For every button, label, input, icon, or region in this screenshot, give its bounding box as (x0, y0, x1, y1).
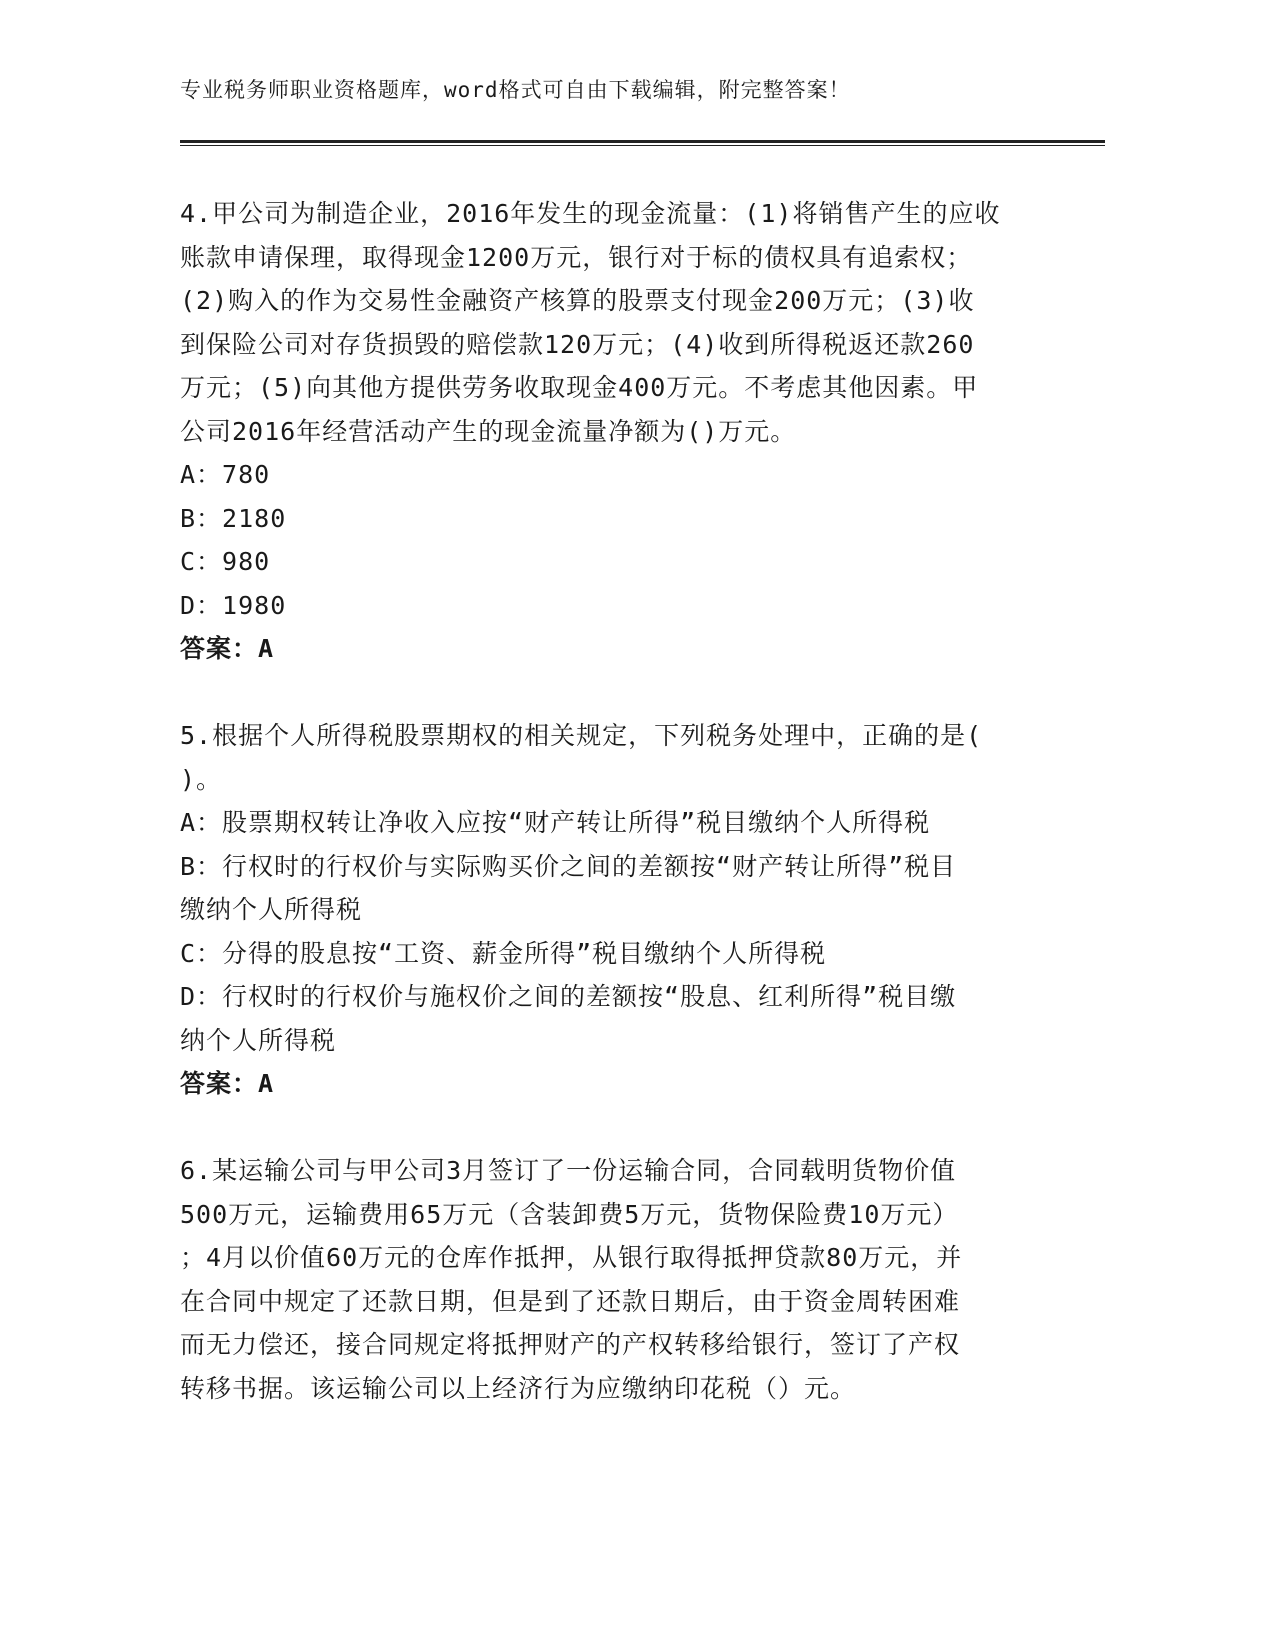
question-stem-line: 而无力偿还，接合同规定将抵押财产的产权转移给银行，签订了产权 (180, 1330, 961, 1359)
option-b: B：2180 (180, 503, 287, 533)
option-a: A：780 (180, 460, 271, 489)
question-5 (180, 714, 1040, 1106)
header-text: 专业税务师职业资格题库，word格式可自由下载编辑，附完整答案！ (180, 78, 851, 102)
option-b: B：行权时的行权价与实际购买价之间的差额按“财产转让所得”税目 (180, 851, 957, 881)
option-d: D：1980 (180, 590, 287, 620)
question-stem-line: 账款申请保理，取得现金1200万元，银行对于标的债权具有追索权； (180, 242, 973, 272)
header-divider-thin (180, 145, 1105, 146)
question-spacer (180, 1106, 1040, 1150)
question-stem-line: )。 (180, 764, 223, 794)
answer-label: 答案：A (180, 1069, 275, 1098)
question-stem-line: ；4月以价值60万元的仓库作抵押，从银行取得抵押贷款80万元，并 (180, 1243, 963, 1272)
option-a: A：股票期权转让净收入应按“财产转让所得”税目缴纳个人所得税 (180, 808, 931, 837)
question-4 (180, 192, 1040, 671)
option-d: D：行权时的行权价与施权价之间的差额按“股息、红利所得”税目缴 (180, 982, 957, 1011)
answer-label: 答案：A (180, 634, 275, 663)
question-6 (180, 1149, 1040, 1410)
question-stem-line: 4.甲公司为制造企业，2016年发生的现金流量：(1)将销售产生的应收 (180, 199, 1001, 228)
option-c: C：980 (180, 547, 271, 576)
question-stem-line: 万元；(5)向其他方提供劳务收取现金400万元。不考虑其他因素。甲 (180, 373, 979, 402)
question-list (180, 192, 1040, 1410)
question-stem-line: 公司2016年经营活动产生的现金流量净额为()万元。 (180, 416, 797, 446)
question-stem-line: 5.根据个人所得税股票期权的相关规定，下列税务处理中，正确的是( (180, 721, 983, 750)
question-stem-line: 在合同中规定了还款日期，但是到了还款日期后，由于资金周转困难 (180, 1286, 961, 1316)
option-b-continued: 缴纳个人所得税 (180, 895, 363, 924)
question-spacer (180, 671, 1040, 715)
option-c: C：分得的股息按“工资、薪金所得”税目缴纳个人所得税 (180, 938, 827, 968)
question-stem-line: 到保险公司对存货损毁的赔偿款120万元；(4)收到所得税返还款260 (180, 329, 975, 359)
option-d-continued: 纳个人所得税 (180, 1025, 337, 1055)
question-stem-line: 6.某运输公司与甲公司3月签订了一份运输合同，合同载明货物价值 (180, 1156, 957, 1185)
question-stem-line: (2)购入的作为交易性金融资产核算的股票支付现金200万元；(3)收 (180, 286, 975, 315)
header-divider-thick (180, 140, 1105, 143)
question-stem-line: 转移书据。该运输公司以上经济行为应缴纳印花税（）元。 (180, 1373, 857, 1403)
question-stem-line: 500万元，运输费用65万元（含装卸费5万元，货物保险费10万元） (180, 1199, 959, 1229)
